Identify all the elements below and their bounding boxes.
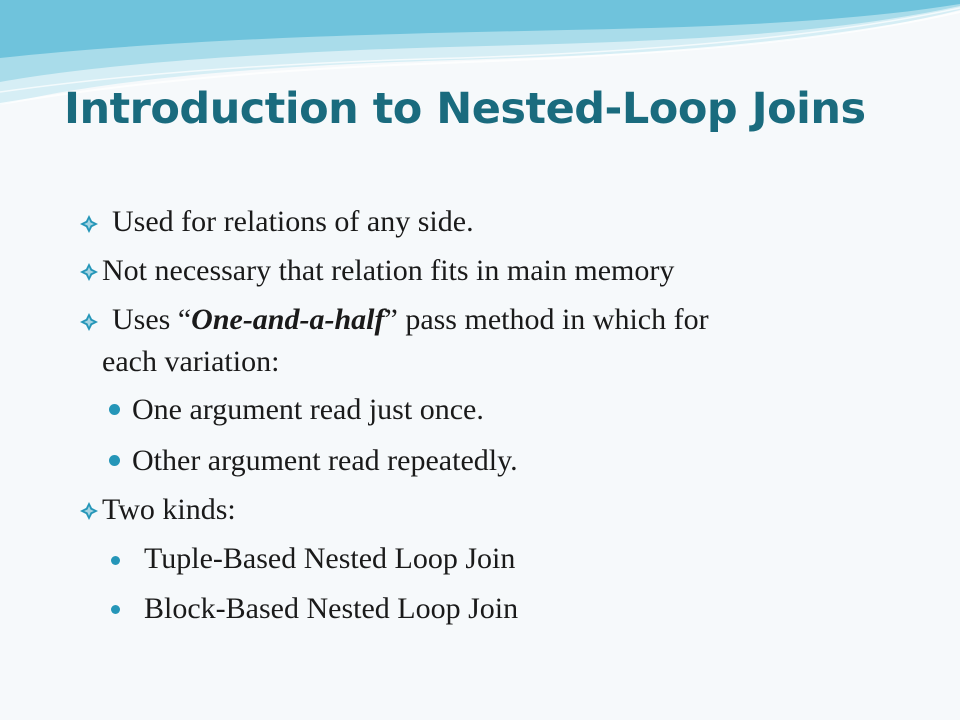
bullet-item [112,302,709,338]
bullet-text-emphasis: One-and-a-half [191,303,385,336]
bullet-text-pre: Uses “ [112,303,192,336]
diamond-bullet-icon [80,263,98,281]
dot-bullet-icon [109,455,120,466]
sub-bullet-item: Block-Based Nested Loop Join [144,592,519,625]
sub-bullet-item: Other argument read repeatedly. [132,444,518,477]
sub-bullet-item: Tuple-Based Nested Loop Join [144,542,516,575]
dot-bullet-icon [111,605,120,614]
bullet-item: Two kinds: [102,493,236,526]
bullet-text-post: ” pass method in which for [384,303,709,336]
diamond-bullet-icon [80,215,98,233]
slide-title: Introduction to Nested-Loop Joins [64,84,866,134]
diamond-bullet-icon [80,502,98,520]
dot-bullet-icon [111,556,120,565]
bullet-item: Not necessary that relation fits in main memory [102,254,675,287]
diamond-bullet-icon [80,313,98,331]
bullet-continuation: each variation: [102,345,280,378]
dot-bullet-icon [109,404,120,415]
bullet-item: Used for relations of any side. [112,205,474,238]
sub-bullet-item: One argument read just once. [132,393,484,426]
